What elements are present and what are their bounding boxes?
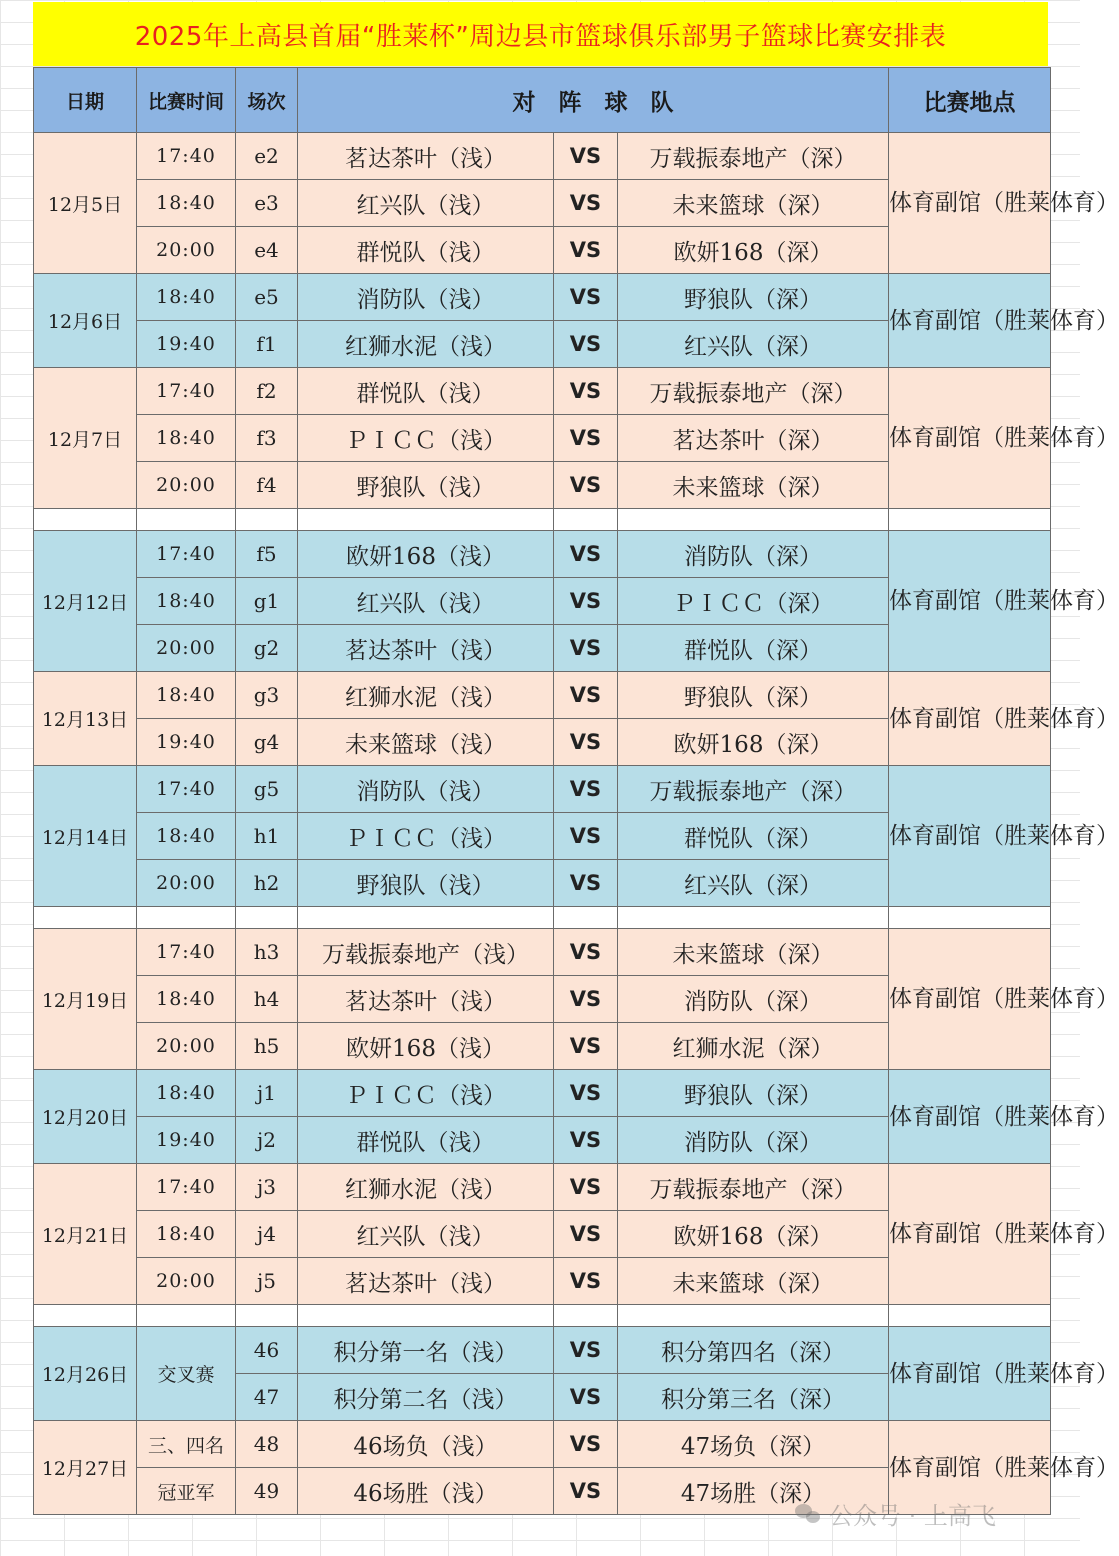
vs-label: VS	[554, 929, 618, 976]
match-venue: 体育副馆（胜莱体育）	[889, 672, 1051, 766]
vs-label: VS	[554, 368, 618, 415]
match-time: 20:00	[137, 227, 236, 274]
away-team: 万载振泰地产（深）	[618, 368, 889, 415]
match-round: 49	[236, 1468, 298, 1515]
spacer-cell	[618, 907, 889, 929]
match-time: 20:00	[137, 1258, 236, 1305]
match-time: 17:40	[137, 1164, 236, 1211]
spacer-cell	[137, 907, 236, 929]
spacer-cell	[298, 509, 554, 531]
match-round: g1	[236, 578, 298, 625]
away-team: 欧妍168（深）	[618, 719, 889, 766]
match-venue: 体育副馆（胜莱体育）	[889, 1164, 1051, 1305]
match-round: f2	[236, 368, 298, 415]
header-time: 比赛时间	[137, 68, 236, 133]
table-row	[34, 1070, 1051, 1117]
page-title: 2025年上高县首届“胜莱杯”周边县市篮球俱乐部男子篮球比赛安排表	[33, 2, 1048, 66]
away-team: 消防队（深）	[618, 1117, 889, 1164]
match-venue: 体育副馆（胜莱体育）	[889, 929, 1051, 1070]
away-team: 消防队（深）	[618, 976, 889, 1023]
vs-label: VS	[554, 860, 618, 907]
match-date: 12月12日	[34, 531, 137, 672]
match-time: 18:40	[137, 415, 236, 462]
spacer-cell	[34, 907, 137, 929]
spacer-cell	[34, 1305, 137, 1327]
vs-label: VS	[554, 976, 618, 1023]
match-time: 20:00	[137, 1023, 236, 1070]
match-time: 18:40	[137, 274, 236, 321]
match-time: 20:00	[137, 625, 236, 672]
match-round: 46	[236, 1327, 298, 1374]
home-team: ＰＩＣＣ（浅）	[298, 813, 554, 860]
match-date: 12月19日	[34, 929, 137, 1070]
watermark	[795, 1496, 996, 1531]
match-venue: 体育副馆（胜莱体育）	[889, 766, 1051, 907]
home-team: ＰＩＣＣ（浅）	[298, 1070, 554, 1117]
wechat-icon	[795, 1504, 821, 1524]
match-round: 47	[236, 1374, 298, 1421]
spacer-row	[34, 509, 1051, 531]
spacer-cell	[298, 907, 554, 929]
away-team: 欧妍168（深）	[618, 1211, 889, 1258]
away-team: 野狼队（深）	[618, 274, 889, 321]
away-team: 未来篮球（深）	[618, 929, 889, 976]
away-team: 万载振泰地产（深）	[618, 133, 889, 180]
match-time: 19:40	[137, 1117, 236, 1164]
table-row	[34, 1327, 1051, 1374]
spacer-row	[34, 1305, 1051, 1327]
match-date: 12月13日	[34, 672, 137, 766]
home-team: 群悦队（浅）	[298, 227, 554, 274]
match-time: 19:40	[137, 719, 236, 766]
match-date: 12月7日	[34, 368, 137, 509]
match-venue: 体育副馆（胜莱体育）	[889, 1421, 1051, 1515]
home-team: 群悦队（浅）	[298, 1117, 554, 1164]
match-round: e4	[236, 227, 298, 274]
table-row	[34, 672, 1051, 719]
home-team: 群悦队（浅）	[298, 368, 554, 415]
match-round: j1	[236, 1070, 298, 1117]
match-round: h1	[236, 813, 298, 860]
vs-label: VS	[554, 813, 618, 860]
table-row	[34, 929, 1051, 976]
away-team: 万载振泰地产（深）	[618, 766, 889, 813]
home-team: 46场胜（浅）	[298, 1468, 554, 1515]
vs-label: VS	[554, 578, 618, 625]
match-time: 17:40	[137, 133, 236, 180]
vs-label: VS	[554, 1117, 618, 1164]
match-round: 48	[236, 1421, 298, 1468]
match-date: 12月26日	[34, 1327, 137, 1421]
match-round: g5	[236, 766, 298, 813]
header-date: 日期	[34, 68, 137, 133]
away-team: 47场负（深）	[618, 1421, 889, 1468]
match-round: h5	[236, 1023, 298, 1070]
home-team: 红兴队（浅）	[298, 1211, 554, 1258]
home-team: 未来篮球（浅）	[298, 719, 554, 766]
away-team: 欧妍168（深）	[618, 227, 889, 274]
watermark-text: 公众号 · 上高飞	[829, 1502, 996, 1530]
away-team: 未来篮球（深）	[618, 462, 889, 509]
away-team: 群悦队（深）	[618, 813, 889, 860]
match-date: 12月6日	[34, 274, 137, 368]
home-team: 万载振泰地产（浅）	[298, 929, 554, 976]
match-date: 12月21日	[34, 1164, 137, 1305]
match-round: h4	[236, 976, 298, 1023]
away-team: 红兴队（深）	[618, 321, 889, 368]
vs-label: VS	[554, 1023, 618, 1070]
away-team: ＰＩＣＣ（深）	[618, 578, 889, 625]
away-team: 万载振泰地产（深）	[618, 1164, 889, 1211]
spacer-cell	[236, 509, 298, 531]
home-team: 积分第二名（浅）	[298, 1374, 554, 1421]
vs-label: VS	[554, 1258, 618, 1305]
match-round: f5	[236, 531, 298, 578]
schedule-table	[33, 67, 1119, 1515]
schedule-body	[34, 133, 1119, 1515]
vs-label: VS	[554, 180, 618, 227]
home-team: 红狮水泥（浅）	[298, 672, 554, 719]
away-team: 消防队（深）	[618, 531, 889, 578]
match-venue: 体育副馆（胜莱体育）	[889, 274, 1051, 368]
spacer-cell	[889, 1305, 1051, 1327]
header-row	[34, 68, 1051, 133]
match-time: 18:40	[137, 672, 236, 719]
vs-label: VS	[554, 415, 618, 462]
table-row	[34, 133, 1051, 180]
home-team: 野狼队（浅）	[298, 462, 554, 509]
match-time: 20:00	[137, 462, 236, 509]
home-team: 消防队（浅）	[298, 766, 554, 813]
match-round: h3	[236, 929, 298, 976]
spacer-cell	[137, 509, 236, 531]
spacer-cell	[618, 1305, 889, 1327]
home-team: 积分第一名（浅）	[298, 1327, 554, 1374]
match-time: 18:40	[137, 1211, 236, 1258]
match-round: e2	[236, 133, 298, 180]
vs-label: VS	[554, 719, 618, 766]
vs-label: VS	[554, 766, 618, 813]
spacer-cell	[889, 509, 1051, 531]
away-team: 未来篮球（深）	[618, 180, 889, 227]
match-time: 冠亚军	[137, 1468, 236, 1515]
vs-label: VS	[554, 1164, 618, 1211]
spacer-cell	[554, 509, 618, 531]
home-team: 欧妍168（浅）	[298, 531, 554, 578]
match-time: 20:00	[137, 860, 236, 907]
home-team: 茗达茶叶（浅）	[298, 976, 554, 1023]
header-teams: 对 阵 球 队	[298, 68, 889, 133]
match-round: f1	[236, 321, 298, 368]
match-date: 12月20日	[34, 1070, 137, 1164]
home-team: 红兴队（浅）	[298, 180, 554, 227]
away-team: 茗达茶叶（深）	[618, 415, 889, 462]
home-team: 茗达茶叶（浅）	[298, 1258, 554, 1305]
spacer-cell	[236, 1305, 298, 1327]
match-venue: 体育副馆（胜莱体育）	[889, 1327, 1051, 1421]
match-time: 17:40	[137, 929, 236, 976]
match-date: 12月5日	[34, 133, 137, 274]
away-team: 红狮水泥（深）	[618, 1023, 889, 1070]
match-round: g3	[236, 672, 298, 719]
away-team: 野狼队（深）	[618, 1070, 889, 1117]
match-time: 17:40	[137, 368, 236, 415]
away-team: 野狼队（深）	[618, 672, 889, 719]
header-round: 场次	[236, 68, 298, 133]
home-team: 消防队（浅）	[298, 274, 554, 321]
away-team: 红兴队（深）	[618, 860, 889, 907]
table-row	[34, 1164, 1051, 1211]
away-team: 未来篮球（深）	[618, 1258, 889, 1305]
match-date: 12月14日	[34, 766, 137, 907]
away-team: 积分第四名（深）	[618, 1327, 889, 1374]
match-time: 17:40	[137, 531, 236, 578]
home-team: 茗达茶叶（浅）	[298, 625, 554, 672]
match-round: g2	[236, 625, 298, 672]
match-round: f4	[236, 462, 298, 509]
match-date: 12月27日	[34, 1421, 137, 1515]
match-round: j5	[236, 1258, 298, 1305]
match-round: h2	[236, 860, 298, 907]
vs-label: VS	[554, 1070, 618, 1117]
table-row	[34, 766, 1051, 813]
vs-label: VS	[554, 1211, 618, 1258]
spacer-row	[34, 907, 1051, 929]
home-team: 红兴队（浅）	[298, 578, 554, 625]
home-team: 野狼队（浅）	[298, 860, 554, 907]
away-team: 积分第三名（深）	[618, 1374, 889, 1421]
header-venue: 比赛地点	[889, 68, 1051, 133]
match-round: f3	[236, 415, 298, 462]
spacer-cell	[137, 1305, 236, 1327]
table-row	[34, 274, 1051, 321]
vs-label: VS	[554, 321, 618, 368]
match-venue: 体育副馆（胜莱体育）	[889, 368, 1051, 509]
match-time: 17:40	[137, 766, 236, 813]
home-team: 欧妍168（浅）	[298, 1023, 554, 1070]
spacer-cell	[236, 907, 298, 929]
vs-label: VS	[554, 1468, 618, 1515]
table-row	[34, 368, 1051, 415]
home-team: ＰＩＣＣ（浅）	[298, 415, 554, 462]
vs-label: VS	[554, 133, 618, 180]
match-round: j2	[236, 1117, 298, 1164]
match-round: g4	[236, 719, 298, 766]
match-time: 18:40	[137, 578, 236, 625]
home-team: 红狮水泥（浅）	[298, 321, 554, 368]
match-round: j3	[236, 1164, 298, 1211]
spacer-cell	[298, 1305, 554, 1327]
spacer-cell	[889, 907, 1051, 929]
spacer-cell	[554, 907, 618, 929]
vs-label: VS	[554, 1374, 618, 1421]
home-team: 红狮水泥（浅）	[298, 1164, 554, 1211]
table-row	[34, 531, 1051, 578]
vs-label: VS	[554, 1421, 618, 1468]
match-time: 三、四名	[137, 1421, 236, 1468]
match-venue: 体育副馆（胜莱体育）	[889, 531, 1051, 672]
home-team: 46场负（浅）	[298, 1421, 554, 1468]
match-round: j4	[236, 1211, 298, 1258]
vs-label: VS	[554, 274, 618, 321]
vs-label: VS	[554, 462, 618, 509]
vs-label: VS	[554, 625, 618, 672]
match-time: 18:40	[137, 180, 236, 227]
match-venue: 体育副馆（胜莱体育）	[889, 133, 1051, 274]
match-round: e5	[236, 274, 298, 321]
vs-label: VS	[554, 1327, 618, 1374]
home-team: 茗达茶叶（浅）	[298, 133, 554, 180]
match-stage: 交叉赛	[137, 1327, 236, 1421]
match-venue: 体育副馆（胜莱体育）	[889, 1070, 1051, 1164]
table-row	[34, 1421, 1051, 1468]
match-time: 19:40	[137, 321, 236, 368]
match-time: 18:40	[137, 813, 236, 860]
spacer-cell	[554, 1305, 618, 1327]
away-team: 47场胜（深）	[618, 1468, 889, 1515]
spacer-cell	[34, 509, 137, 531]
away-team: 群悦队（深）	[618, 625, 889, 672]
vs-label: VS	[554, 531, 618, 578]
match-time: 18:40	[137, 976, 236, 1023]
vs-label: VS	[554, 227, 618, 274]
match-time: 18:40	[137, 1070, 236, 1117]
spacer-cell	[618, 509, 889, 531]
match-round: e3	[236, 180, 298, 227]
vs-label: VS	[554, 672, 618, 719]
